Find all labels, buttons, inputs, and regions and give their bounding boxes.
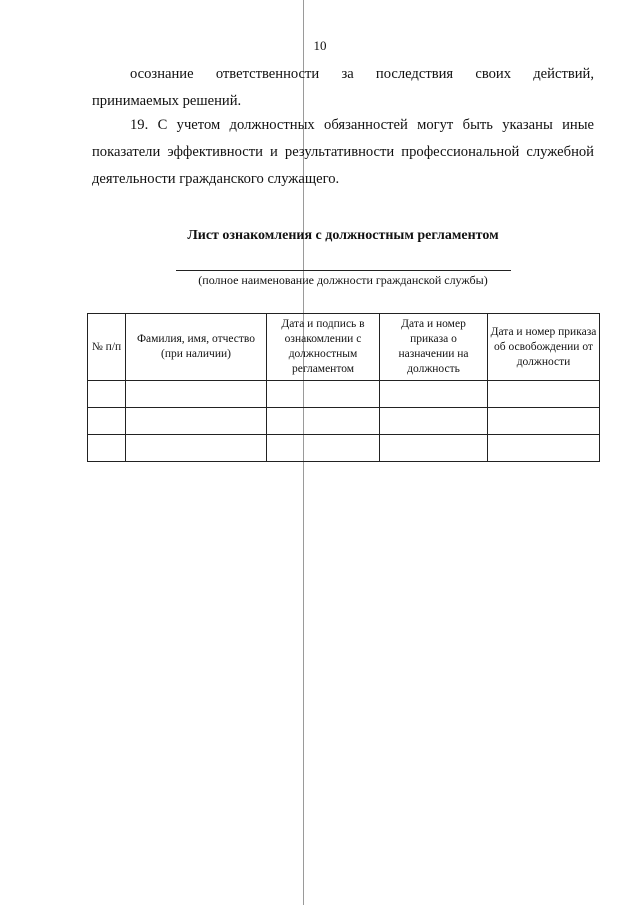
table-cell[interactable] — [267, 408, 380, 435]
position-name-caption: (полное наименование должности гражданской службы) — [198, 273, 488, 287]
table-cell[interactable] — [380, 408, 488, 435]
table-cell[interactable] — [267, 381, 380, 408]
table-cell[interactable] — [88, 381, 126, 408]
table-row — [88, 381, 600, 408]
table-header-row — [88, 314, 600, 381]
table-cell[interactable] — [126, 381, 267, 408]
paragraph-continuation — [92, 61, 594, 115]
paragraph-line: 19. С учетом должностных обязанностей могут быть указаны иные — [130, 117, 594, 133]
section-title: Лист ознакомления с должностным регламентом — [187, 228, 499, 243]
table-cell[interactable] — [380, 435, 488, 462]
paragraph-line: принимаемых решений. — [92, 93, 242, 109]
table-cell[interactable] — [126, 408, 267, 435]
table-cell[interactable] — [380, 381, 488, 408]
table-cell[interactable] — [488, 435, 600, 462]
table-cell[interactable] — [88, 408, 126, 435]
acknowledgement-table — [87, 313, 600, 462]
paragraph-line: деятельности гражданского служащего. — [92, 171, 340, 187]
header-dismissal-order: Дата и номер приказа об освобождении от должности — [488, 314, 600, 381]
table-row — [88, 408, 600, 435]
paragraph-line: показатели эффективности и результативности профессиональной служебной — [92, 144, 594, 160]
paragraph-line: осознание ответственности за последствия своих действий, — [130, 66, 594, 82]
position-name-fill-line — [176, 270, 511, 271]
header-appointment-order: Дата и номер приказа о назначении на должность — [380, 314, 488, 381]
page-number: 10 — [313, 38, 327, 53]
table-cell[interactable] — [88, 435, 126, 462]
table-row — [88, 435, 600, 462]
table-cell[interactable] — [488, 408, 600, 435]
header-date-signature: Дата и подпись в ознакомлении с должностным регламентом — [267, 314, 380, 381]
header-full-name: Фамилия, имя, отчество (при наличии) — [126, 314, 267, 381]
table-cell[interactable] — [267, 435, 380, 462]
paragraph-item-19 — [92, 112, 594, 193]
table-cell[interactable] — [126, 435, 267, 462]
header-number: № п/п — [88, 314, 126, 381]
table-cell[interactable] — [488, 381, 600, 408]
